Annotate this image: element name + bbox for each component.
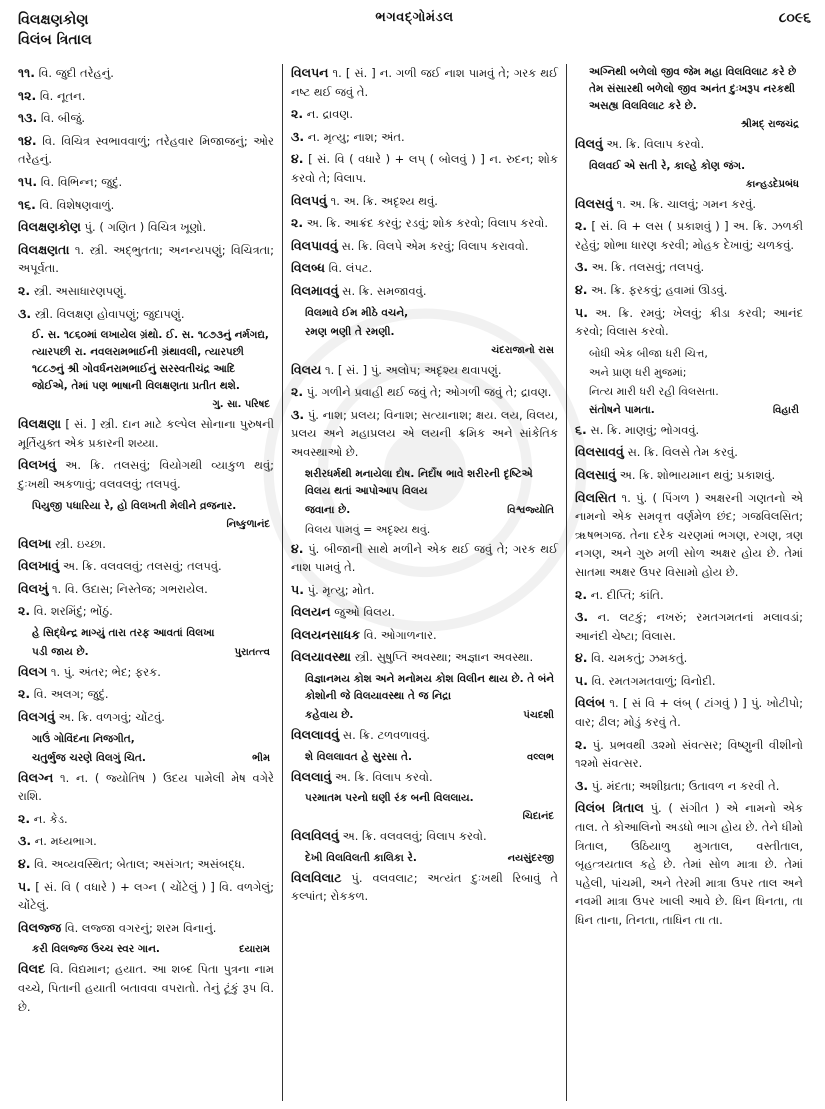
entry-definition: વિ. વિદ્યમાન; હયાત. આ શબ્દ પિતા પુત્રના નામ વચ્ચે, પિતાની હયાતી બતાવવા વપરાતો. તેનું ટૂંકું રૂપ વિ. છે. <box>18 962 274 1014</box>
dictionary-entry <box>575 489 803 582</box>
entry-headword: ૨. <box>575 586 588 602</box>
dictionary-entry <box>291 214 558 233</box>
entry-headword: ૨. <box>291 215 304 231</box>
entry-headword: વિલવિલાટ <box>291 869 342 885</box>
citation-quote-with-source <box>589 402 799 419</box>
dictionary-entry <box>18 663 274 682</box>
entry-definition: વિ. અલગ; જુદું. <box>30 687 109 702</box>
entry-headword: ૨. <box>18 810 31 826</box>
entry-headword: ૫. <box>575 304 588 320</box>
dictionary-entry <box>291 726 558 745</box>
dictionary-entry <box>575 777 803 796</box>
entry-headword: વિલદ <box>18 961 46 977</box>
dictionary-entry <box>291 192 558 211</box>
dictionary-entry <box>18 919 274 938</box>
entry-headword: વિલગ્ન <box>18 769 54 785</box>
entry-headword: ૨. <box>18 282 31 298</box>
citation-source: ભીમ <box>252 752 270 764</box>
entry-definition: ન. મધ્યભાગ. <box>31 834 97 849</box>
entry-definition: અ. ક્રિ. ફરકવું; હવામાં ઊડવું. <box>587 282 728 297</box>
dictionary-entry <box>18 960 274 1016</box>
entry-definition: વિ. અવ્યવસ્થિત; બેતાલ; અસંગત; અસંબદ્ધ. <box>30 857 246 872</box>
page-number: ૮૦૯૬ <box>778 10 811 26</box>
dictionary-entry <box>291 150 558 187</box>
dictionary-entry <box>291 282 558 301</box>
entry-definition: સ. ક્રિ. વિલપે એમ કરવું; વિલાપ કરાવવો. <box>337 238 529 253</box>
entry-definition: [ સં. વિ + લસ ( પ્રકાશવું ) ] અ. ક્રિ. ઝળકી રહેવું; શોભા ધારણ કરવી; મોહક દેખાવું; ચળકવું. <box>575 219 803 252</box>
dictionary-entry <box>291 128 558 147</box>
page-header <box>18 10 811 62</box>
entry-headword: વિલસવું <box>575 195 613 211</box>
entry-definition: સ. ક્રિ. વિલસે તેમ કરવું. <box>623 445 738 460</box>
entry-headword: વિલક્ષણકોણ <box>18 219 81 235</box>
entry-definition: ૧. પું. ( પિંગળ ) અક્ષરની ગણતનો એ નામનો એક સમવૃત્ત વર્ણમેળ છંદ; ગજવિલસિત; ૠષભગજ. તેના દરેક ચરણમાં ભગણ, રગણ, ત્રણ નગણ, અને ગુરુ મળી સોળ અક્ષર હોય છે. તેમાં સાતમા અક્ષર ઉપર વિસામો હોય છે. <box>575 490 803 579</box>
entry-headword: વિલખું <box>18 580 49 596</box>
entry-headword: ૩. <box>18 305 32 321</box>
entry-headword: વિલસાવવું <box>575 444 624 460</box>
column-2 <box>282 64 567 1101</box>
citation-source: નયસુંદરજી <box>507 852 554 864</box>
entry-definition: અ. ક્રિ. રમવું; ખેલવું; ક્રીડા કરવી; આનંદ કરવો; વિલાસ કરવો. <box>575 305 803 339</box>
entry-definition: વિ. ઓગાળનાર. <box>360 627 437 642</box>
entry-definition: પું. પ્રભવથી ૩૨મો સંવત્સર; વિષ્ણુની વીશીનો ૧૨મો સંવત્સર. <box>575 737 803 771</box>
dictionary-entry <box>18 580 274 599</box>
dictionary-entry <box>575 217 803 254</box>
entry-headword: વિલગ <box>18 663 48 679</box>
dictionary-entry <box>291 237 558 256</box>
citation-line: પડી જાય છે. <box>32 645 89 658</box>
entry-definition: અ. ક્રિ. તલસવું; વિયોગથી વ્યાકુળ થવું; દુઃખથી અકળાવું; વલવલવું; તલપવું. <box>18 458 274 491</box>
citation-quote: અગ્નિથી બળેલો જીવ જેમ મહા વિલવિલાટ કરે છે તેમ સંસારથી બળેલો જીવ અનંત દુઃખરૂપ નરકથી અસહ્ય વિલવિલાટ કરે છે. <box>589 66 797 112</box>
citation-source: કાન્હડદેપ્રબંધ <box>745 178 799 190</box>
entry-headword: ૨. <box>291 384 304 400</box>
citation-quote: પિયુજી પધારિયા રે, હો વિલખતી મેલીને વ્રજનાર. <box>32 499 237 512</box>
entry-definition: પું. મંદતા; અશીઘ્રતા; ઉતાવળ ન કરવી તે. <box>588 778 780 793</box>
citation-source: પુરાતત્ત્વ <box>234 646 270 658</box>
entry-definition: ૧. અ. ક્રિ. ચાલવું; ગમન કરવું. <box>612 196 757 211</box>
citation-quote: ગાઉં ગોવિંદના નિજગીત, <box>32 732 135 745</box>
citation-line: કરી વિલજ્જ ઉચ્ચ સ્વર ગાન. <box>32 943 160 956</box>
entry-headword: વિલસિત <box>575 489 617 505</box>
entry-headword: વિલયનસાધક <box>291 626 361 642</box>
entry-headword: વિલલાવવું <box>291 727 340 743</box>
entry-headword: ૧૬. <box>18 196 36 212</box>
citation-source: શ્રીમદ્ રાજચંદ્ર <box>740 119 799 130</box>
entry-definition: ૧. અ. ક્રિ. અદૃશ્ય થવું. <box>326 193 438 208</box>
dictionary-entry <box>575 421 803 440</box>
entry-headword: વિલખવું <box>18 457 57 473</box>
entry-definition: ન. લટકું; નખરું; રમતગમતનાં મલાવડાં; આનંદી ચેષ્ટા; વિલાસ. <box>575 610 803 643</box>
citation-source: વિશ્વજ્યોતિ <box>507 504 554 516</box>
citation-quote-with-source <box>305 707 554 724</box>
entry-headword: ૩. <box>575 777 589 793</box>
entry-headword: વિલમાવવું <box>291 282 339 298</box>
citation-quote-with-source <box>32 750 270 767</box>
entry-headword: ૧૪. <box>18 132 37 148</box>
citation-quote-with-source <box>305 749 554 766</box>
citation-source: વલ્લભ <box>527 751 554 763</box>
entry-headword: વિલયાવસ્થા <box>291 649 351 665</box>
citation-line: અને પ્રાણ ધરી મુજમાં; <box>589 365 687 379</box>
dictionary-entry <box>575 694 803 731</box>
column-3 <box>567 64 811 1101</box>
dictionary-entry <box>575 799 803 929</box>
entry-definition: પું. નાશ; પ્રલય; વિનાશ; સત્યાનાશ; ક્ષય. લય, વિલય, પ્રલય અને મહાપ્રલય એ લયની ક્રમિક અને સાંકેતિક અવસ્થાઓ છે. <box>291 407 558 459</box>
entry-headword: વિલપવું <box>291 192 327 208</box>
dictionary-entry <box>575 586 803 605</box>
entry-headword: ૪. <box>291 540 304 556</box>
citation-quote-with-source <box>305 502 554 519</box>
citation-quote: રમણ ભણી તે રમણી. <box>305 325 395 338</box>
dictionary-entry <box>291 361 558 380</box>
citation-source: પંચદશી <box>523 710 554 722</box>
dictionary-entry <box>18 132 274 169</box>
entry-headword: ૪. <box>575 650 588 666</box>
entry-definition: વિ. વિચિત્ર સ્વભાવવાળું; તરેહવાર મિજાજનું; ઓર તરેહનું. <box>18 133 274 167</box>
entry-headword: ૧૨. <box>18 87 37 103</box>
dictionary-entry <box>575 304 803 341</box>
entry-headword: વિલય <box>291 361 322 377</box>
dictionary-entry <box>18 415 274 452</box>
entry-headword: વિલંબ ત્રિતાલ <box>575 800 644 816</box>
entry-definition: વિ. શરમિંદું; ભોંઠું. <box>30 604 113 619</box>
dictionary-entry <box>18 173 274 192</box>
dictionary-entry <box>18 855 274 874</box>
dictionary-entry <box>291 626 558 645</box>
entry-headword: ૨. <box>291 106 304 122</box>
entry-definition: પું. ( ગણિત ) વિચિત્ર ખૂણો. <box>80 220 207 235</box>
entry-definition: ન. દીપ્તિ; કાંતિ. <box>587 587 664 602</box>
dictionary-entry <box>291 768 558 787</box>
header-first-word: વિલક્ષણકોણ <box>18 12 89 28</box>
entry-definition: [ સં. ] સ્ત્રી. દાન માટે કલ્પેલ સોનાના પુરુષની મૂર્તિયુક્ત એક પ્રકારની શય્યા. <box>18 417 274 450</box>
citation-line: ચતુર્ભુજ ચરણે વિલગું ચિત. <box>32 751 146 764</box>
dictionary-entry <box>18 87 274 106</box>
entry-definition: સ. ક્રિ. માણવું; ભોગવવું. <box>586 422 700 437</box>
entry-headword: વિલગવું <box>18 709 55 725</box>
entry-headword: ૩. <box>291 128 305 144</box>
entry-definition: અ. ક્રિ. વળગવું; ચોંટવું. <box>54 710 165 725</box>
entry-headword: વિલજ્જ <box>18 919 62 935</box>
dictionary-entry <box>18 769 274 806</box>
header-last-word: વિલંબ ત્રિતાલ <box>18 32 92 48</box>
book-title: ભગવદ્ગોમંડલ <box>375 10 454 25</box>
entry-definition: [ સં. વિ ( વધારે ) + લગ્ન ( ચોંટેલું ) ] વિ. વળગેલું; ચોંટેલું. <box>18 879 274 913</box>
citation-line: જવાના છે. <box>305 503 351 516</box>
entry-definition: અ. ક્રિ. વિલાપ કરવો. <box>331 769 433 784</box>
entry-definition: વિ. રમતગમતવાળું; વિનોદી. <box>587 673 716 688</box>
entry-definition: વિ. વિશેષણવાળું. <box>35 197 115 212</box>
entry-headword: વિલખા <box>18 535 52 551</box>
dictionary-entry <box>18 685 274 704</box>
entry-headword: ૨. <box>18 686 31 702</box>
entry-definition: પું. બીજાની સાથે મળીને એક થઈ જવું તે; ગરક થઈ નાશ પામવું તે. <box>291 541 558 575</box>
citation-quote: ઈ. સ. ૧૮૬૦માં લખાયેલ ગ્રંથો. ઈ. સ. ૧૮૭૩નું નર્મગદ્ય, ત્યારપછી રા. નવલરામભાઈની ગ્રંથાવલી, ત્યારપછી ૧૮૮૭નું શ્રી ગોવર્ધનરામભાઈનું સરસ્વતીચંદ્ર આદિ જોઈએ, તેમાં પણ ભાષાની વિલક્ષણતા પ્રતીત થશે. <box>32 329 269 393</box>
entry-headword: ૩. <box>18 833 32 849</box>
dictionary-entry <box>291 259 558 278</box>
entry-definition: પું. મૃત્યુ; મોત. <box>303 582 375 597</box>
entry-definition: વિ. ચમકતું; ઝમકતું. <box>587 651 688 666</box>
citation-source: ચંદરાજાનો રાસ <box>491 344 554 356</box>
dictionary-entry <box>18 878 274 915</box>
citation-quote-with-source <box>305 850 554 867</box>
citation-line: વિલય પામવું = અદૃશ્ય થવું. <box>305 522 431 536</box>
dictionary-entry <box>575 466 803 485</box>
dictionary-entry <box>575 443 803 462</box>
column-1 <box>16 64 282 1101</box>
dictionary-entry <box>575 608 803 645</box>
dictionary-entry <box>18 64 274 83</box>
dictionary-entry <box>575 649 803 668</box>
entry-definition: વિ. વિભિન્ન; જુદું. <box>37 174 123 189</box>
dictionary-entry <box>575 736 803 773</box>
citation-source: દયારામ <box>239 944 270 956</box>
citation-source: વિહારી <box>772 404 799 416</box>
citation-line: શે વિલલાવત હે સુરસા તે. <box>305 750 413 763</box>
dictionary-entry <box>18 557 274 576</box>
entry-definition: વિ. બીજું. <box>37 111 85 126</box>
entry-headword: ૧૩. <box>18 110 38 126</box>
dictionary-entry <box>291 581 558 600</box>
entry-headword: ૩. <box>575 259 589 275</box>
citation-quote-with-source <box>32 644 270 661</box>
entry-definition: સ્ત્રી. ઇચ્છા. <box>51 536 106 551</box>
entry-definition: પું. ગળીને પ્રવાહી થઈ જવું તે; ઓગળી જવું તે; દ્રાવણ. <box>303 385 552 400</box>
entry-definition: ન. કેડ. <box>30 811 68 826</box>
dictionary-entry <box>575 281 803 300</box>
dictionary-entry <box>291 603 558 622</box>
entry-definition: અ. ક્રિ. વિલાપ કરવો. <box>602 137 705 151</box>
entry-headword: વિલલાવું <box>291 768 332 784</box>
entry-headword: વિલખાવું <box>18 558 60 574</box>
entry-headword: ૪. <box>291 151 304 167</box>
entry-headword: ૩. <box>291 406 305 422</box>
citation-quote-with-source <box>32 941 270 958</box>
dictionary-entry <box>18 535 274 554</box>
entry-definition: ન. દ્રાવણ. <box>303 107 354 122</box>
entry-definition: વિ. જુદી તરેહનું. <box>35 66 114 80</box>
citation-line: દેખી વિલવિલતી કાલિકા રે. <box>305 851 417 864</box>
dictionary-entry <box>575 195 803 214</box>
entry-headword: ૨. <box>575 218 588 234</box>
entry-definition: સ્ત્રી. અસાધારણપણું. <box>30 283 127 298</box>
dictionary-entry <box>291 383 558 402</box>
dictionary-entry <box>575 135 803 154</box>
entry-headword: ૩. <box>575 609 589 625</box>
entry-definition: ૧. વિ. ઉદાસ; નિસ્તેજ; ગભરાયેલ. <box>48 581 208 596</box>
entry-definition: સ. ક્રિ. ટળવળાવવું. <box>339 728 431 743</box>
citation-line: બોધી એક બીજા ધરી ચિત્ત, <box>589 346 708 360</box>
entry-headword: વિલવું <box>575 136 603 151</box>
dictionary-entry <box>18 241 274 278</box>
dictionary-entry <box>18 832 274 851</box>
citation-quote: પરમાતમ પરનો ઘણી રંક બની વિલલાય. <box>305 792 474 805</box>
entry-headword: ૫. <box>575 672 588 688</box>
entry-headword: ૫. <box>18 878 31 894</box>
entry-definition: સ્ત્રી. સુષુપ્તિ અવસ્થા; અજ્ઞાન અવસ્થા. <box>351 650 534 665</box>
entry-definition: ૧. [ સં. ] પું. અલોપ; અદૃશ્ય થવાપણું. <box>321 362 502 377</box>
dictionary-entry <box>291 64 558 101</box>
dictionary-entry <box>18 282 274 301</box>
entry-headword: ૪. <box>575 281 588 297</box>
entry-headword: વિલવિલવું <box>291 828 339 844</box>
entry-headword: વિલક્ષણા <box>18 416 62 432</box>
dictionary-entry <box>18 456 274 493</box>
citation-quote: હે સિદ્ધેન્દ્ર માગ્યું તારા તરફ આવતાં વિલખા <box>32 626 215 639</box>
dictionary-entry <box>18 218 274 237</box>
entry-definition: વિ. લંપટ. <box>325 261 373 276</box>
entry-definition: અ. ક્રિ. વલવલવું; તલસવું; તલપવું. <box>59 559 222 574</box>
entry-definition: સ. ક્રિ. સમજાવવું. <box>338 283 427 298</box>
entry-headword: વિલંબ <box>575 695 606 711</box>
citation-quote: શરીરધર્મથી મનાયેલા દોષ. નિર્દોષ ભાવે શરીરની દૃષ્ટિએ વિલય થતાં આપોઆપ વિલય <box>305 467 533 497</box>
dictionary-entry <box>18 602 274 621</box>
entry-definition: ૧. સ્ત્રી. અદ્ભુતતા; અનન્યપણું; વિચિત્રતા; અપૂર્વતા. <box>18 242 274 276</box>
entry-headword: ૧૫. <box>18 173 38 189</box>
dictionary-entry <box>291 648 558 667</box>
citation-quote: વિલમાવે ઈમ મીઠે વચને, <box>305 306 409 319</box>
citation-quote: વિજ્ઞાનમય કોશ અને મનોમય કોશ વિલીન થાય છે. તે બંને કોશોની જે વિલયાવસ્થા તે જ નિદ્રા <box>305 673 555 703</box>
entry-headword: વિલપાવવું <box>291 237 338 253</box>
dictionary-entry <box>291 105 558 124</box>
entry-definition: જુઓ વિલય. <box>330 605 395 620</box>
entry-headword: ૫. <box>291 581 304 597</box>
entry-definition: અ. ક્રિ. શોભાયમાન થવું; પ્રકાશવું. <box>616 467 776 482</box>
dictionary-entry <box>291 869 558 906</box>
dictionary-entry <box>18 109 274 128</box>
entry-definition: સ્ત્રી. વિલક્ષણ હોવાપણું; જુદાપણું. <box>31 306 185 321</box>
entry-definition: ૧. [ સં વિ + લંબ્ ( ટાંગવું ) ] પું. ખોટીપો; વાર; ઢીલ; મોડું કરવું તે. <box>575 696 803 730</box>
dictionary-entry <box>575 672 803 691</box>
entry-headword: ૪. <box>18 856 31 872</box>
entry-headword: વિલબ્ધ <box>291 260 326 276</box>
entry-definition: અ. ક્રિ. આક્રંદ કરવું; રડવું; શોક કરવો; વિલાપ કરવો. <box>303 216 549 231</box>
entry-definition: [ સં. વિ ( વધારે ) + લપ્ ( બોલવું ) ] ન. રુદન; શોક કરવો તે; વિલાપ. <box>291 152 558 185</box>
entry-definition: ન. મૃત્યુ; નાશ; અંત. <box>304 129 405 144</box>
dictionary-entry <box>291 827 558 846</box>
citation-quote: વિલવઈ એ સતી રે, કાલ્હે કોણ જંગ. <box>589 159 746 172</box>
entry-definition: વિ. નૂતન. <box>36 88 86 103</box>
dictionary-entry <box>18 305 274 324</box>
citation-line: કહેવાય છે. <box>305 709 354 722</box>
entry-definition: ૧. ન. ( જ્યોતિષ ) ઉદય પામેલી મેષ વગેરે રાશિ. <box>18 770 274 804</box>
dictionary-entry <box>18 810 274 829</box>
dictionary-entry <box>575 258 803 277</box>
entry-definition: પું. ( સંગીત ) એ નામનો એક તાલ. તે કોઆલિનો અડધો ભાગ હોય છે. તેને ધીમો ત્રિતાલ, ઉઠિયાળુ મુગતાલ, વસ્તીતાલ, બૃહત્ત્રયતાલ કહે છે. તેમાં સોળ માત્રા છે. તેમાં પહેલી, પાંચમી, અને તેરમી માત્રા ઉપર તાલ અને નવમી માત્રા ઉપર ખાલી આવે છે. ધિન ધિનતા, તા ધિન તાના, તિનતા, તાધિન તા તા. <box>575 801 803 927</box>
entry-definition: ૧. [ સં. ] ન. ગળી જઈ નાશ પામવું તે; ગરક થઈ નષ્ટ થઈ જવું તે. <box>291 66 558 99</box>
dictionary-entry <box>291 406 558 462</box>
entry-headword: વિલયન <box>291 604 331 620</box>
dictionary-entry <box>291 540 558 577</box>
entry-headword: ૬. <box>575 421 587 437</box>
entry-definition: વિ. લજ્જા વગરનું; શરમ વિનાનું. <box>61 920 217 935</box>
citation-source: ચિદાનંદ <box>522 811 554 823</box>
dictionary-entry <box>18 196 274 215</box>
citation-line: સંતોષને પામતા. <box>589 403 655 416</box>
entry-definition: ૧. પું. અંતર; ભેદ; ફરક. <box>47 664 161 679</box>
entry-definition: અ. ક્રિ. તલસવું; તલપવું. <box>588 260 705 275</box>
citation-source: ગુ. સા. પરિષદ <box>212 399 270 411</box>
dictionary-entry <box>18 708 274 727</box>
entry-headword: ૧૧. <box>18 65 35 80</box>
citation-source: નિષ્કુળાનંદ <box>226 518 270 530</box>
entry-definition: અ. ક્રિ. વલવલવું; વિલાપ કરવો. <box>338 829 487 844</box>
entry-headword: ૨. <box>575 736 588 752</box>
entry-headword: વિલસાવું <box>575 466 617 482</box>
columns <box>16 64 811 1101</box>
entry-definition: પું. વલવલાટ; અત્યંત દુઃખથી રિબાવું તે કલ્પાંત; રોકકળ. <box>291 870 558 904</box>
entry-headword: ૨. <box>18 603 31 619</box>
entry-headword: વિલપન <box>291 65 329 80</box>
citation-line: નિત્ય મારી ધરી રહી વિલસતા. <box>589 384 719 398</box>
entry-headword: વિલક્ષણતા <box>18 241 70 257</box>
